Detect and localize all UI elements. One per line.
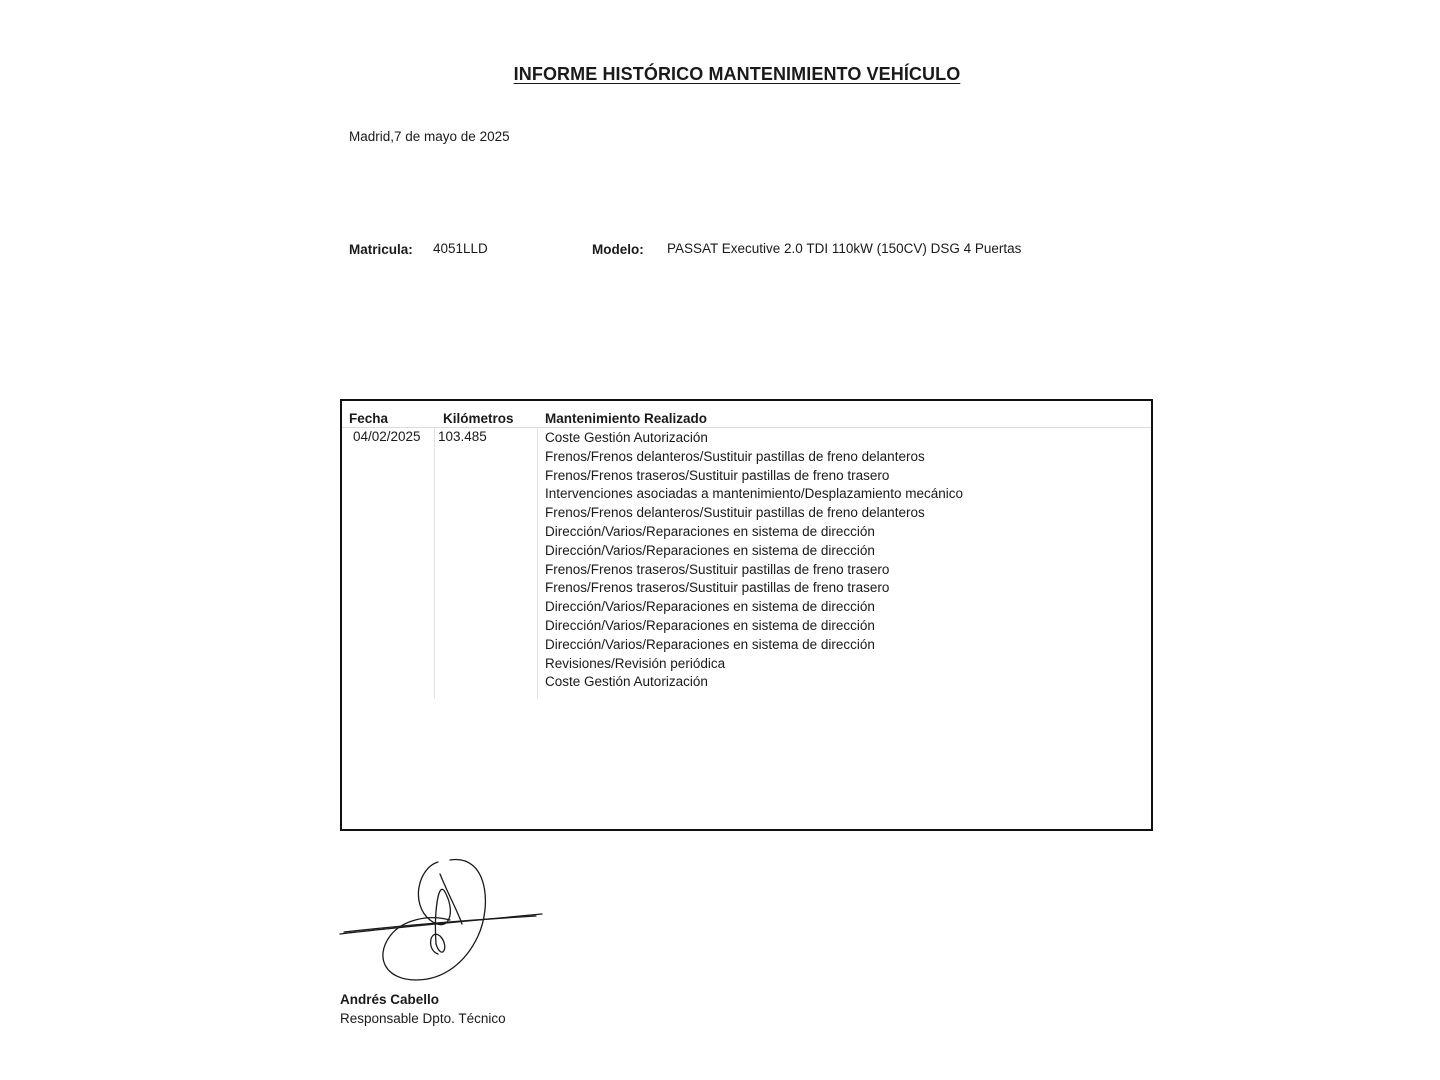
maintenance-item: Dirección/Varios/Reparaciones en sistema de dirección — [545, 599, 875, 615]
maintenance-item: Coste Gestión Autorización — [545, 674, 708, 690]
signatory-name: Andrés Cabello — [340, 992, 440, 1007]
maintenance-item: Frenos/Frenos delanteros/Sustituir pastillas de freno delanteros — [545, 448, 925, 464]
plate-label: Matricula: — [349, 242, 413, 257]
maintenance-item: Frenos/Frenos traseros/Sustituir pastillas de freno trasero — [545, 580, 890, 596]
row-km: 103.485 — [438, 429, 487, 444]
maintenance-item: Coste Gestión Autorización — [545, 430, 708, 445]
plate-value: 4051LLD — [433, 241, 488, 256]
report-title: INFORME HISTÓRICO MANTENIMIENTO VEHÍCULO — [513, 64, 961, 84]
header-maintenance: Mantenimiento Realizado — [545, 411, 708, 426]
signature-image — [338, 854, 544, 988]
column-divider — [537, 427, 538, 699]
maintenance-item: Frenos/Frenos traseros/Sustituir pastillas de freno trasero — [545, 561, 890, 577]
maintenance-list — [545, 429, 963, 692]
row-date: 04/02/2025 — [353, 429, 421, 444]
maintenance-item: Dirección/Varios/Reparaciones en sistema de dirección — [545, 542, 875, 558]
column-divider — [434, 427, 435, 699]
maintenance-item: Dirección/Varios/Reparaciones en sistema de dirección — [545, 523, 875, 539]
model-label: Modelo: — [592, 242, 644, 257]
place-date: Madrid,7 de mayo de 2025 — [349, 129, 510, 144]
header-divider — [342, 427, 1151, 428]
maintenance-item: Frenos/Frenos traseros/Sustituir pastillas de freno trasero — [545, 467, 890, 483]
maintenance-item: Revisiones/Revisión periódica — [545, 655, 726, 671]
signatory-role: Responsable Dpto. Técnico — [340, 1011, 506, 1026]
maintenance-item: Intervenciones asociadas a mantenimiento/Desplazamiento mecánico — [545, 486, 963, 502]
maintenance-item: Dirección/Varios/Reparaciones en sistema de dirección — [545, 617, 875, 633]
maintenance-table — [340, 399, 1153, 831]
maintenance-item: Dirección/Varios/Reparaciones en sistema de dirección — [545, 636, 875, 652]
header-date: Fecha — [349, 411, 389, 426]
header-km: Kilómetros — [443, 411, 514, 426]
maintenance-item: Frenos/Frenos delanteros/Sustituir pastillas de freno delanteros — [545, 505, 925, 521]
model-value: PASSAT Executive 2.0 TDI 110kW (150CV) DSG 4 Puertas — [667, 241, 1022, 256]
